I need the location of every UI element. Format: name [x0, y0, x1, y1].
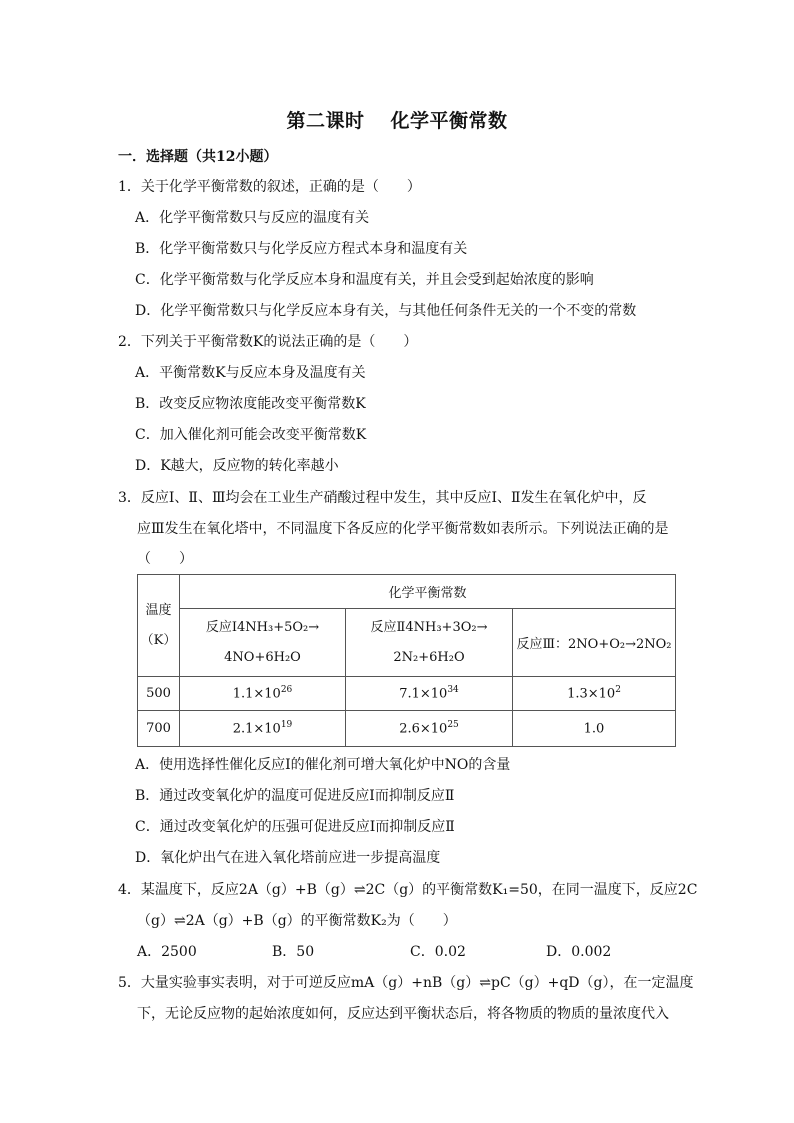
question-2-stem: 2．下列关于平衡常数K的说法正确的是（ ） [118, 334, 418, 350]
question-1-option-d: D．化学平衡常数只与化学反应本身有关，与其他任何条件无关的一个不变的常数 [135, 303, 637, 319]
question-3-stem-line-2: 应Ⅲ发生在氧化塔中，不同温度下各反应的化学平衡常数如表所示。下列说法正确的是 [137, 521, 669, 537]
title-topic: 化学平衡常数 [390, 110, 508, 132]
k1-cell: $2.1\times 10^{19}$ [180, 711, 346, 747]
temperature-header-unit: （K） [140, 632, 177, 648]
question-1-option-b: B．化学平衡常数只与化学反应方程式本身和温度有关 [135, 241, 468, 257]
equilibrium-constant-table [137, 574, 676, 747]
question-5-stem-line-2: 下，无论反应物的起始浓度如何，反应达到平衡状态后，将各物质的物质的量浓度代入 [137, 1006, 669, 1022]
reaction-1-equation-line-1: 反应Ⅰ4NH₃+5O₂→ [205, 619, 320, 635]
reaction-3-header: 反应Ⅲ：2NO+O₂→2NO₂ [513, 609, 676, 677]
question-4-option-c: C．0.02 [410, 944, 466, 960]
question-3-stem-line-1: 3．反应Ⅰ、Ⅱ、Ⅲ均会在工业生产硝酸过程中发生，其中反应Ⅰ、Ⅱ发生在氧化炉中，反 [118, 490, 647, 506]
question-2-option-a: A．平衡常数K与反应本身及温度有关 [135, 365, 366, 381]
question-2-option-b: B．改变反应物浓度能改变平衡常数K [135, 396, 366, 412]
equilibrium-constant-header: 化学平衡常数 [180, 575, 676, 609]
question-1-option-c: C．化学平衡常数与化学反应本身和温度有关，并且会受到起始浓度的影响 [135, 272, 594, 288]
k1-cell: $1.1\times 10^{26}$ [180, 677, 346, 711]
question-2-option-c: C．加入催化剂可能会改变平衡常数K [135, 427, 367, 443]
k3-cell: 1.0 [513, 711, 676, 747]
question-1-stem: 1．关于化学平衡常数的叙述，正确的是（ ） [118, 179, 421, 195]
page-title [0, 106, 794, 133]
temperature-cell: 700 [138, 711, 180, 747]
question-4-stem-line-1: 4．某温度下，反应2A（g）+B（g）⇌2C（g）的平衡常数K₁=50，在同一温度下，反应2C [118, 882, 698, 898]
temperature-cell: 500 [138, 677, 180, 711]
k3-cell: $1.3\times 10^2$ [513, 677, 676, 711]
reaction-2-header [346, 609, 513, 677]
title-lesson: 第二课时 [286, 110, 365, 132]
question-5-stem-line-1: 5．大量实验事实表明，对于可逆反应mA（g）+nB（g）⇌pC（g）+qD（g），在一定温度 [118, 975, 694, 991]
question-4-stem-line-2: （g）⇌2A（g）+B（g）的平衡常数K₂为（ ） [137, 913, 457, 929]
table-row [138, 677, 676, 711]
question-1-option-a: A．化学平衡常数只与反应的温度有关 [135, 210, 370, 226]
reaction-2-equation-line-2: 2N₂+6H₂O [393, 649, 465, 665]
reaction-1-equation-line-2: 4NO+6H₂O [224, 649, 301, 665]
question-3-stem-line-3: （ ） [137, 551, 193, 567]
k2-cell: $2.6\times 10^{25}$ [346, 711, 513, 747]
k2-cell: $7.1\times 10^{34}$ [346, 677, 513, 711]
section-heading: 一．选择题（共12小题） [118, 149, 278, 165]
question-3-option-d: D．氧化炉出气在进入氧化塔前应进一步提高温度 [135, 850, 441, 866]
reaction-1-header [180, 609, 346, 677]
temperature-header-cell [138, 575, 180, 677]
question-2-option-d: D．K越大，反应物的转化率越小 [135, 458, 339, 474]
question-3-option-b: B．通过改变氧化炉的温度可促进反应Ⅰ而抑制反应Ⅱ [135, 788, 455, 804]
temperature-header-label: 温度 [145, 602, 172, 618]
question-4-option-d: D．0.002 [546, 944, 612, 960]
question-3-option-c: C．通过改变氧化炉的压强可促进反应Ⅰ而抑制反应Ⅱ [135, 819, 455, 835]
reaction-2-equation-line-1: 反应Ⅱ4NH₃+3O₂→ [370, 619, 488, 635]
question-4-option-b: B．50 [272, 944, 315, 960]
question-3-option-a: A．使用选择性催化反应Ⅰ的催化剂可增大氧化炉中NO的含量 [135, 757, 511, 773]
table-row [138, 711, 676, 747]
question-4-option-a: A．2500 [137, 944, 197, 960]
